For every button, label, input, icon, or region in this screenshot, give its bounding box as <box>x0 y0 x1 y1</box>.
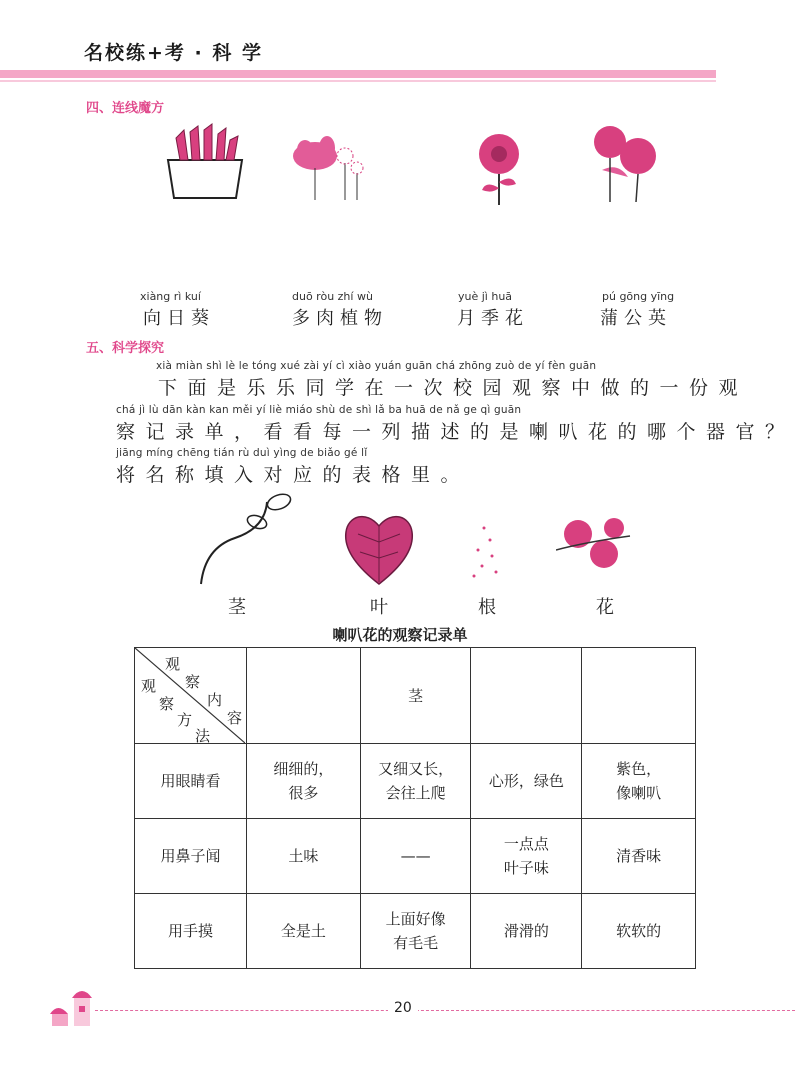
data-cell: 心形，绿色 <box>471 744 582 819</box>
flower-pinyin-1: xiàng rì kuí <box>140 290 201 303</box>
corner-char: 内 <box>207 691 223 709</box>
data-cell: 又细又长， 会往上爬 <box>360 744 471 819</box>
data-cell: 细细的， 很多 <box>246 744 360 819</box>
header-cell[interactable] <box>582 648 696 744</box>
data-cell: 上面好像 有毛毛 <box>360 894 471 969</box>
page-number: 20 <box>388 1000 418 1016</box>
method-cell: 用鼻子闻 <box>135 819 247 894</box>
corner-char: 观 <box>141 677 157 695</box>
flower-pinyin-2: duō ròu zhí wù <box>292 290 373 303</box>
table-header-row <box>135 648 696 744</box>
section5-heading: 五、科学探究 <box>86 341 165 356</box>
observation-table <box>134 647 696 969</box>
paragraph-line-2: 察记录单，看看每一列描述的是喇叭花的哪个器官？ <box>116 421 795 443</box>
data-cell: 紫色， 像喇叭 <box>582 744 696 819</box>
flower-name-2: 多肉植物 <box>292 308 388 329</box>
data-cell: 清香味 <box>582 819 696 894</box>
morning-glory-image <box>556 512 636 582</box>
data-cell: 一点点 叶子味 <box>471 819 582 894</box>
paragraph-pinyin-2: chá jì lù dān kàn kan měi yí liè miáo shù de shì lǎ ba huā de nǎ ge qì guān <box>116 404 522 416</box>
root-image <box>462 516 512 586</box>
data-cell: 土味 <box>246 819 360 894</box>
table-row <box>135 819 696 894</box>
diagonal-header-cell <box>135 648 247 744</box>
header-bar <box>0 70 716 78</box>
data-cell: —— <box>360 819 471 894</box>
part-label-root: 根 <box>478 597 496 618</box>
data-cell: 软软的 <box>582 894 696 969</box>
paragraph-pinyin-3: jiāng míng chēng tián rù duì yìng de biǎo gé lǐ <box>116 447 368 459</box>
stem-image <box>195 488 305 588</box>
flower-name-1: 向日葵 <box>143 308 215 329</box>
header-cell: 茎 <box>360 648 471 744</box>
flower-name-4: 蒲公英 <box>600 308 672 329</box>
table-row <box>135 744 696 819</box>
corner-char: 观 <box>165 655 181 673</box>
corner-char: 法 <box>195 727 211 745</box>
part-label-leaf: 叶 <box>370 597 388 618</box>
header-bar-line <box>0 80 716 82</box>
section4-heading: 四、连线魔方 <box>86 101 165 116</box>
paragraph-line-1: 下面是乐乐同学在一次校园观察中做的一份观 <box>158 377 749 399</box>
corner-char: 方 <box>177 711 193 729</box>
data-cell: 全是土 <box>246 894 360 969</box>
header-cell[interactable] <box>246 648 360 744</box>
succulent-image <box>285 128 370 203</box>
part-label-stem: 茎 <box>228 597 246 618</box>
paragraph-line-3: 将名称填入对应的表格里。 <box>116 464 471 486</box>
heart-leaf-image <box>342 508 417 588</box>
method-cell: 用眼睛看 <box>135 744 247 819</box>
table-row <box>135 894 696 969</box>
chinese-rose-image <box>472 130 527 205</box>
part-label-flower: 花 <box>596 597 614 618</box>
flower-name-3: 月季花 <box>457 308 529 329</box>
sunflower-pot-image <box>160 120 250 205</box>
flower-pinyin-3: yuè jì huā <box>458 290 513 303</box>
corner-char: 察 <box>159 695 175 713</box>
corner-char: 容 <box>227 709 243 727</box>
house-decoration-icon <box>44 984 104 1028</box>
corner-char: 察 <box>185 673 201 691</box>
dandelion-image <box>588 122 663 202</box>
page-header-title: 名校练+考 · 科 学 <box>84 42 263 64</box>
footer-dashed-line <box>95 1010 795 1011</box>
flower-pinyin-4: pú gōng yīng <box>602 290 675 303</box>
data-cell: 滑滑的 <box>471 894 582 969</box>
table-title: 喇叭花的观察记录单 <box>332 626 468 644</box>
header-cell[interactable] <box>471 648 582 744</box>
paragraph-pinyin-1: xià miàn shì lè le tóng xué zài yí cì xiào yuán guān chá zhōng zuò de yí fèn guān <box>156 360 597 372</box>
method-cell: 用手摸 <box>135 894 247 969</box>
